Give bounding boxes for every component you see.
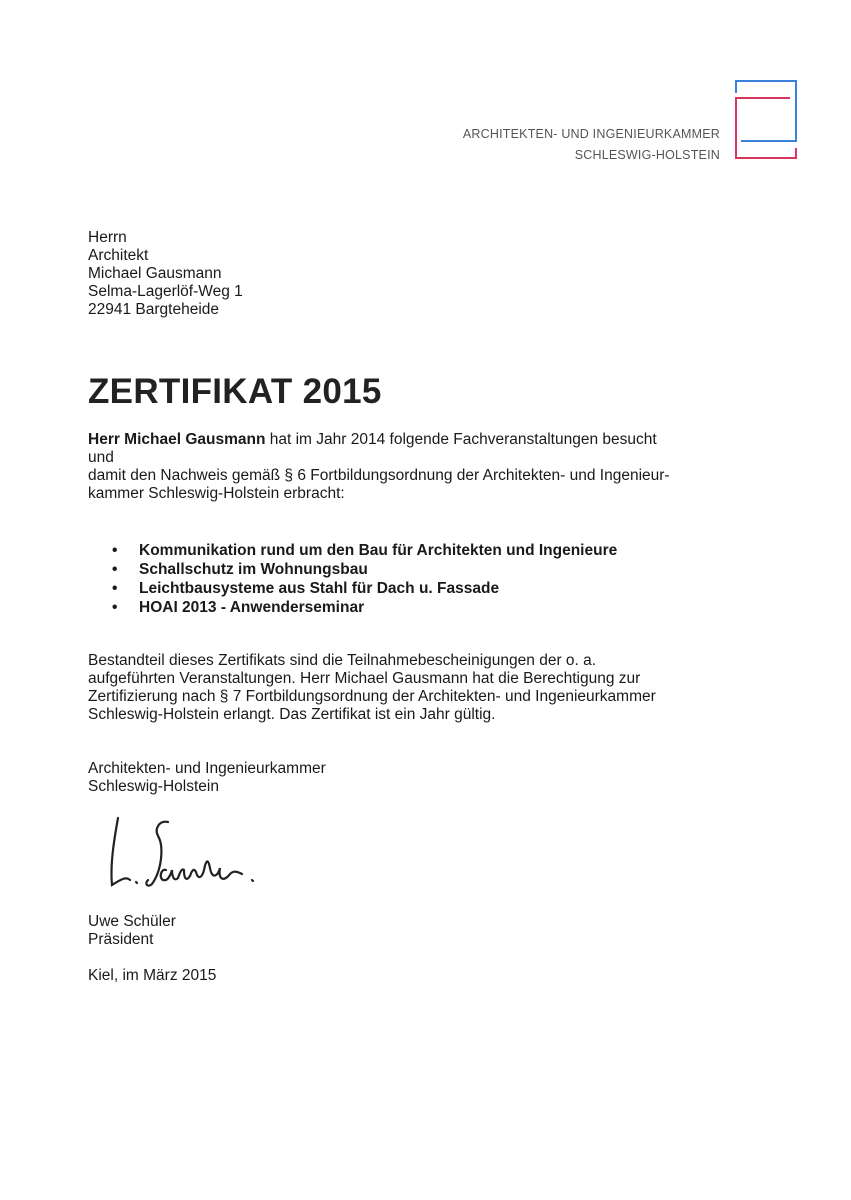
list-item: • HOAI 2013 - Anwenderseminar bbox=[112, 599, 365, 616]
closing-text: aufgeführten Veranstaltungen. Herr Michael Gausmann hat die Berechtigung zur bbox=[88, 670, 641, 687]
address-line: 22941 Bargteheide bbox=[88, 301, 220, 318]
intro-text: kammer Schleswig-Holstein erbracht: bbox=[88, 485, 345, 502]
signature-icon bbox=[100, 810, 270, 900]
address-line: Architekt bbox=[88, 247, 149, 264]
signer-role: Präsident bbox=[88, 931, 154, 948]
intro-text: hat im Jahr 2014 folgende Fachveranstaltungen besucht bbox=[265, 431, 657, 448]
issuer-block bbox=[88, 760, 326, 796]
letterhead-line-1: ARCHITEKTEN- UND INGENIEURKAMMER bbox=[462, 127, 720, 141]
chamber-logo-icon bbox=[0, 0, 851, 200]
place-date: Kiel, im März 2015 bbox=[88, 967, 217, 984]
closing-text: Bestandteil dieses Zertifikats sind die Teilnahmebescheinigungen der o. a. bbox=[88, 652, 597, 669]
address-line: Herrn bbox=[88, 229, 127, 246]
recipient-name: Herr Michael Gausmann bbox=[88, 431, 266, 448]
list-item: • Kommunikation rund um den Bau für Architekten und Ingenieure bbox=[112, 542, 618, 559]
intro-paragraph bbox=[88, 431, 670, 503]
issuer-line: Schleswig-Holstein bbox=[88, 778, 219, 795]
event-list bbox=[112, 541, 617, 617]
closing-text: Schleswig-Holstein erlangt. Das Zertifikat ist ein Jahr gültig. bbox=[88, 706, 496, 723]
issuer-line: Architekten- und Ingenieurkammer bbox=[88, 760, 326, 777]
address-line: Michael Gausmann bbox=[88, 265, 222, 282]
signer-name: Uwe Schüler bbox=[88, 913, 176, 930]
closing-paragraph bbox=[88, 652, 656, 724]
signer-block bbox=[88, 913, 176, 949]
address-block bbox=[88, 229, 243, 319]
address-line: Selma-Lagerlöf-Weg 1 bbox=[88, 283, 243, 300]
letterhead-line-2: SCHLESWIG-HOLSTEIN bbox=[574, 148, 720, 162]
intro-text: und bbox=[88, 449, 114, 466]
intro-text: damit den Nachweis gemäß § 6 Fortbildungsordnung der Architekten- und Ingenieur- bbox=[88, 467, 670, 484]
closing-text: Zertifizierung nach § 7 Fortbildungsordnung der Architekten- und Ingenieurkammer bbox=[88, 688, 656, 705]
list-item: • Leichtbausysteme aus Stahl für Dach u. Fassade bbox=[112, 580, 500, 597]
list-item: • Schallschutz im Wohnungsbau bbox=[112, 561, 368, 578]
page-title: ZERTIFIKAT 2015 bbox=[88, 372, 382, 411]
